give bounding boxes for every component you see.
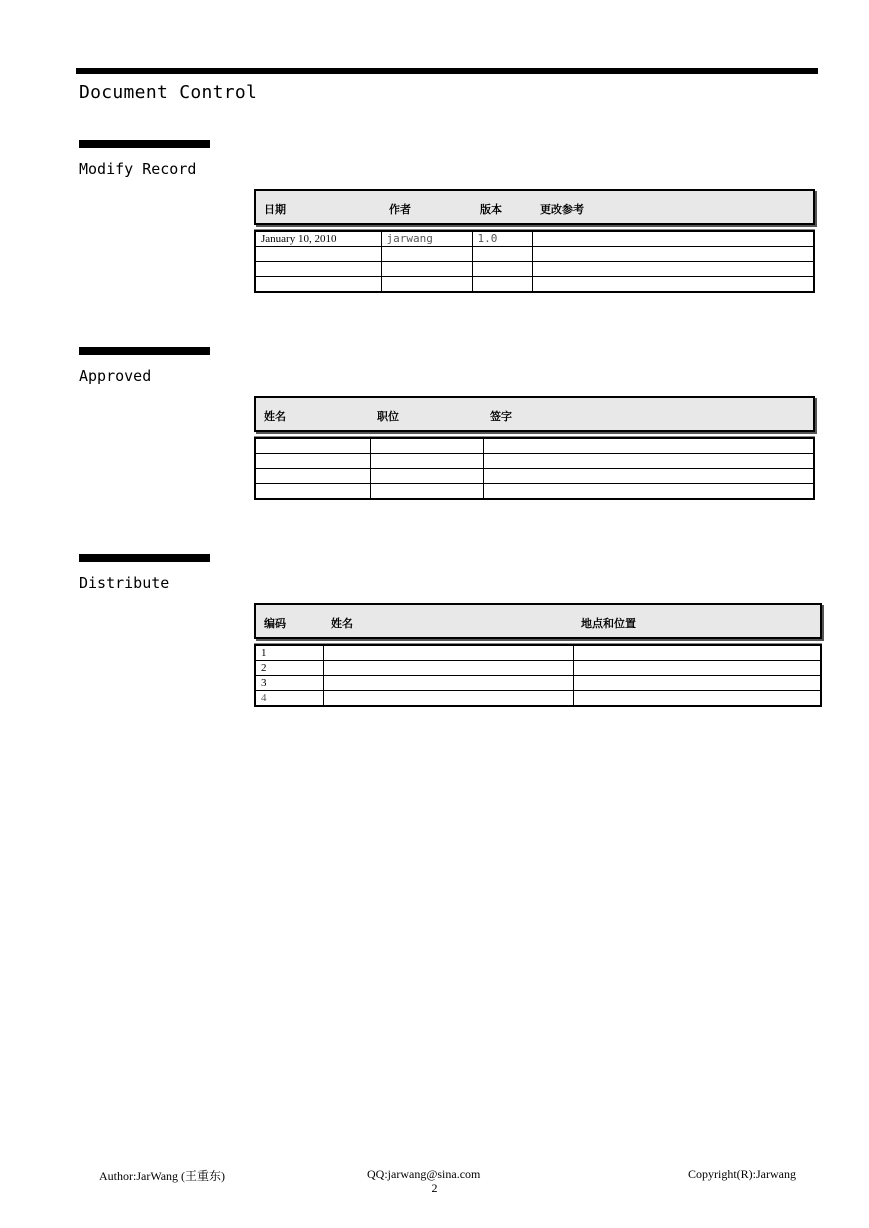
- page-number: 2: [431, 1181, 438, 1195]
- footer-author: Author:JarWang (王重东): [99, 1169, 226, 1183]
- table-cell[interactable]: jarwang: [381, 232, 472, 247]
- table-row: [256, 646, 820, 661]
- footer-copyright: Copyright(R):Jarwang: [688, 1167, 796, 1181]
- col-location: 地点和位置: [581, 617, 636, 630]
- table-cell[interactable]: [472, 262, 532, 277]
- table-cell[interactable]: [370, 454, 483, 469]
- table-cell[interactable]: [472, 247, 532, 262]
- col-position: 职位: [377, 410, 399, 423]
- table-cell[interactable]: 1: [256, 646, 323, 661]
- table-cell[interactable]: [323, 646, 573, 661]
- col-code: 编码: [264, 617, 286, 630]
- modify-record-header: [254, 189, 815, 225]
- table-cell[interactable]: [256, 454, 370, 469]
- col-signature: 签字: [490, 410, 512, 423]
- modify-record-body: [254, 230, 815, 293]
- table-cell[interactable]: [370, 439, 483, 454]
- approved-body: [254, 437, 815, 500]
- top-rule: [76, 68, 818, 74]
- section-bar-distribute: [79, 554, 210, 562]
- table-row: [256, 454, 813, 469]
- section-bar-approved: [79, 347, 210, 355]
- table-cell[interactable]: 4: [256, 691, 323, 706]
- col-date: 日期: [264, 203, 286, 216]
- table-cell[interactable]: [573, 646, 820, 661]
- section-bar-modify: [79, 140, 210, 148]
- table-cell[interactable]: 3: [256, 676, 323, 691]
- table-row: [256, 691, 820, 706]
- document-title: Document Control: [79, 82, 258, 103]
- distribute-table: [254, 603, 822, 707]
- table-cell[interactable]: [483, 454, 813, 469]
- table-cell[interactable]: [323, 691, 573, 706]
- table-cell[interactable]: [370, 484, 483, 499]
- table-row: [256, 277, 813, 292]
- table-row: [256, 676, 820, 691]
- table-cell[interactable]: [256, 247, 381, 262]
- table-cell[interactable]: [573, 691, 820, 706]
- col-author: 作者: [389, 203, 411, 216]
- table-cell[interactable]: [532, 247, 813, 262]
- table-cell[interactable]: [483, 439, 813, 454]
- table-row: [256, 469, 813, 484]
- table-cell[interactable]: [532, 277, 813, 292]
- distribute-body: [254, 644, 822, 707]
- table-row: [256, 439, 813, 454]
- table-cell[interactable]: [323, 676, 573, 691]
- table-cell[interactable]: [370, 469, 483, 484]
- table-row: [256, 247, 813, 262]
- approved-header: [254, 396, 815, 432]
- footer-contact: QQ:jarwang@sina.com: [367, 1167, 481, 1181]
- table-cell[interactable]: [483, 484, 813, 499]
- table-cell[interactable]: 1.0: [472, 232, 532, 247]
- col-version: 版本: [480, 203, 502, 216]
- table-cell[interactable]: [483, 469, 813, 484]
- table-cell[interactable]: January 10, 2010: [256, 232, 381, 247]
- table-cell[interactable]: [256, 262, 381, 277]
- table-cell[interactable]: [381, 247, 472, 262]
- modify-record-table: [254, 189, 815, 293]
- table-cell[interactable]: [573, 676, 820, 691]
- table-row: [256, 262, 813, 277]
- table-cell[interactable]: [532, 232, 813, 247]
- table-cell[interactable]: [381, 262, 472, 277]
- section-title-distribute: Distribute: [79, 574, 170, 592]
- section-title-approved: Approved: [79, 367, 152, 385]
- section-title-modify-record: Modify Record: [79, 160, 197, 178]
- col-name: 姓名: [264, 410, 286, 423]
- table-row: [256, 484, 813, 499]
- table-cell[interactable]: [256, 439, 370, 454]
- approved-table: [254, 396, 815, 500]
- distribute-header: [254, 603, 822, 639]
- table-cell[interactable]: 2: [256, 661, 323, 676]
- table-row: [256, 232, 813, 247]
- table-cell[interactable]: [381, 277, 472, 292]
- table-cell[interactable]: [256, 469, 370, 484]
- table-cell[interactable]: [573, 661, 820, 676]
- table-cell[interactable]: [472, 277, 532, 292]
- table-row: [256, 661, 820, 676]
- table-cell[interactable]: [323, 661, 573, 676]
- col-change-ref: 更改参考: [540, 203, 584, 216]
- table-cell[interactable]: [256, 277, 381, 292]
- table-cell[interactable]: [256, 484, 370, 499]
- col-name: 姓名: [331, 617, 353, 630]
- table-cell[interactable]: [532, 262, 813, 277]
